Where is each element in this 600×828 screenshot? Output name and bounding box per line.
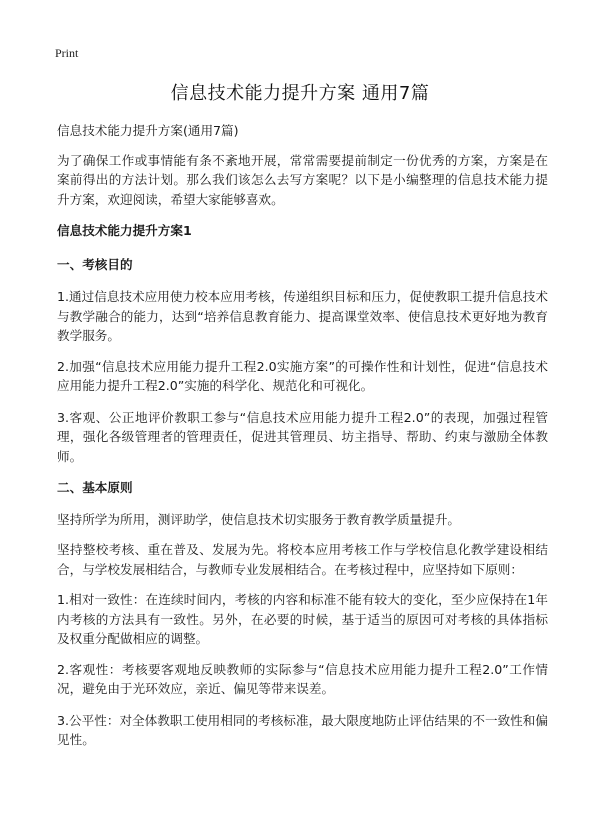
principle-heading: 二、基本原则 [57, 480, 133, 495]
document-subtitle: 信息技术能力提升方案(通用7篇) [57, 123, 239, 138]
principle-item: 1.相对一致性：在连续时间内，考核的内容和标准不能有较大的变化，至少应保持在1年内考核的方法具有一致性。另外，在必要的时候，基于适当的原因可对考核的具体指标及权重分配做相应的调整。 [57, 592, 548, 646]
intro-paragraph: 为了确保工作或事情能有条不紊地开展，常常需要提前制定一份优秀的方案，方案是在案前得出的方法计划。那么我们该怎么去写方案呢？以下是小编整理的信息技术能力提升方案，欢迎阅读，希望大家能够喜欢。 [57, 152, 548, 207]
principle-intro: 坚持所学为所用，测评助学，使信息技术切实服务于教育教学质量提升。 [57, 511, 460, 527]
goal-item: 1.通过信息技术应用使力校本应用考核，传递组织目标和压力，促使教职工提升信息技术与教学融合的能力，达到“培养信息教育能力、提高课堂效率、使信息技术更好地为教育教学服务。 [57, 289, 548, 343]
principle-item: 2.客观性：考核要客观地反映教师的实际参与“信息技术应用能力提升工程2.0”工作情况，避免由于光环效应，亲近、偏见等带来误差。 [57, 661, 548, 696]
principle-paragraph: 坚持整校考核、重在普及、发展为先。将校本应用考核工作与学校信息化教学建设相结合，与学校发展相结合，与教师专业发展相结合。在考核过程中，应坚持如下原则： [57, 542, 548, 577]
section-heading: 信息技术能力提升方案1 [57, 223, 192, 238]
page-title: 信息技术能力提升方案 通用7篇 [170, 83, 430, 104]
goal-heading: 一、考核目的 [57, 256, 133, 272]
goal-item: 2.加强“信息技术应用能力提升工程2.0实施方案”的可操作性和计划性，促进“信息技术应用能力提升工程2.0”实施的科学化、规范化和可视化。 [57, 358, 548, 393]
goal-item: 3.客观、公正地评价教职工参与“信息技术应用能力提升工程2.0”的表现，加强过程管理，强化各级管理者的管理责任，促进其管理员、坊主指导、帮助、约束与激励全体教师。 [57, 409, 548, 464]
print-link[interactable]: Print [55, 46, 79, 60]
document-body [57, 121, 548, 750]
principle-item: 3.公平性：对全体教职工使用相同的考核标准，最大限度地防止评估结果的不一致性和偏见性。 [57, 712, 548, 747]
